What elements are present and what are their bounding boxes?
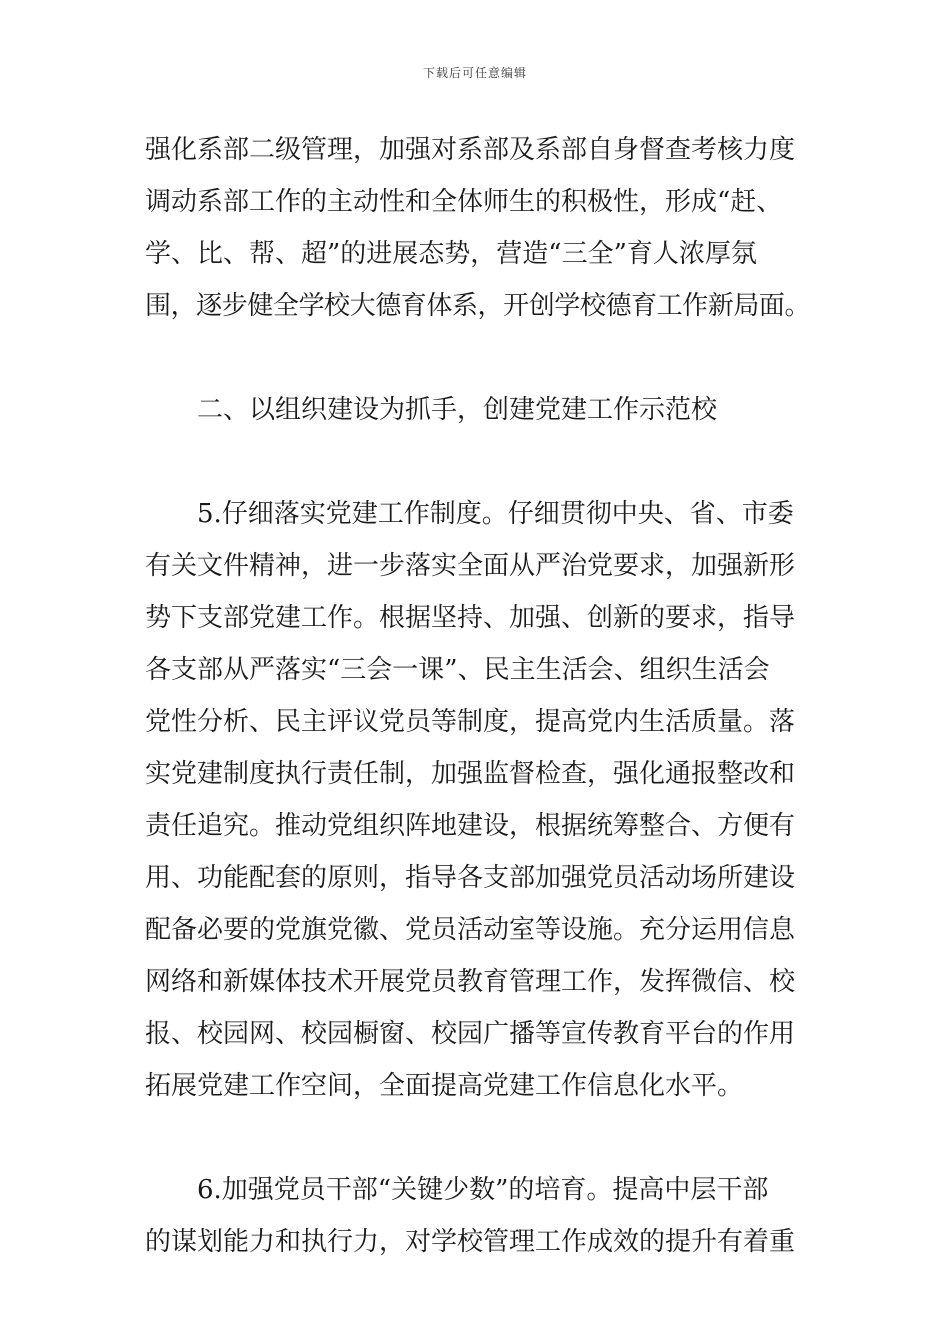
- document-body: [145, 124, 810, 1268]
- paragraph-continued: [145, 124, 810, 332]
- text-line: 5.仔细落实党建工作制度。仔细贯彻中央、省、市委: [197, 499, 794, 529]
- text-line: 报、校园网、校园橱窗、校园广播等宣传教育平台的作用: [145, 1019, 796, 1049]
- text-line: 有关文件精神，进一步落实全面从严治党要求，加强新形: [145, 551, 796, 581]
- paragraph-spacer: [145, 1112, 810, 1164]
- text-line: 用、功能配套的原则，指导各支部加强党员活动场所建设: [145, 863, 796, 893]
- paragraph-spacer: [145, 332, 810, 384]
- text-line: 党性分析、民主评议党员等制度，提高党内生活质量。落: [145, 707, 796, 737]
- section-heading: [145, 384, 810, 436]
- text-line: 强化系部二级管理，加强对系部及系部自身督查考核力度: [145, 135, 796, 165]
- text-line: 责任追究。推动党组织阵地建设，根据统筹整合、方便有: [145, 811, 796, 841]
- section-heading-text: 二、以组织建设为抓手，创建党建工作示范校: [197, 395, 718, 425]
- text-line: 配备必要的党旗党徽、党员活动室等设施。充分运用信息: [145, 915, 796, 945]
- text-line: 6.加强党员干部“关键少数”的培育。提高中层干部: [197, 1175, 769, 1205]
- paragraph-spacer: [145, 436, 810, 488]
- text-line: 势下支部党建工作。根据坚持、加强、创新的要求，指导: [145, 603, 796, 633]
- text-line: 调动系部工作的主动性和全体师生的积极性，形成“赶、: [145, 187, 783, 217]
- text-line: 网络和新媒体技术开展党员教育管理工作，发挥微信、校: [145, 967, 796, 997]
- page-header: 下载后可任意编辑: [422, 66, 527, 80]
- text-line: 围，逐步健全学校大德育体系，开创学校德育工作新局面。: [145, 291, 811, 321]
- text-line: 拓展党建工作空间，全面提高党建工作信息化水平。: [145, 1071, 744, 1101]
- text-line: 学、比、帮、超”的进展态势，营造“三全”育人浓厚氛: [145, 239, 757, 269]
- paragraph-item-5: [145, 488, 810, 1112]
- text-line: 的谋划能力和执行力，对学校管理工作成效的提升有着重: [145, 1227, 796, 1257]
- paragraph-item-6: [145, 1164, 810, 1268]
- text-line: 各支部从严落实“三会一课”、民主生活会、组织生活会: [145, 655, 770, 685]
- text-line: 实党建制度执行责任制，加强监督检查，强化通报整改和: [145, 759, 796, 789]
